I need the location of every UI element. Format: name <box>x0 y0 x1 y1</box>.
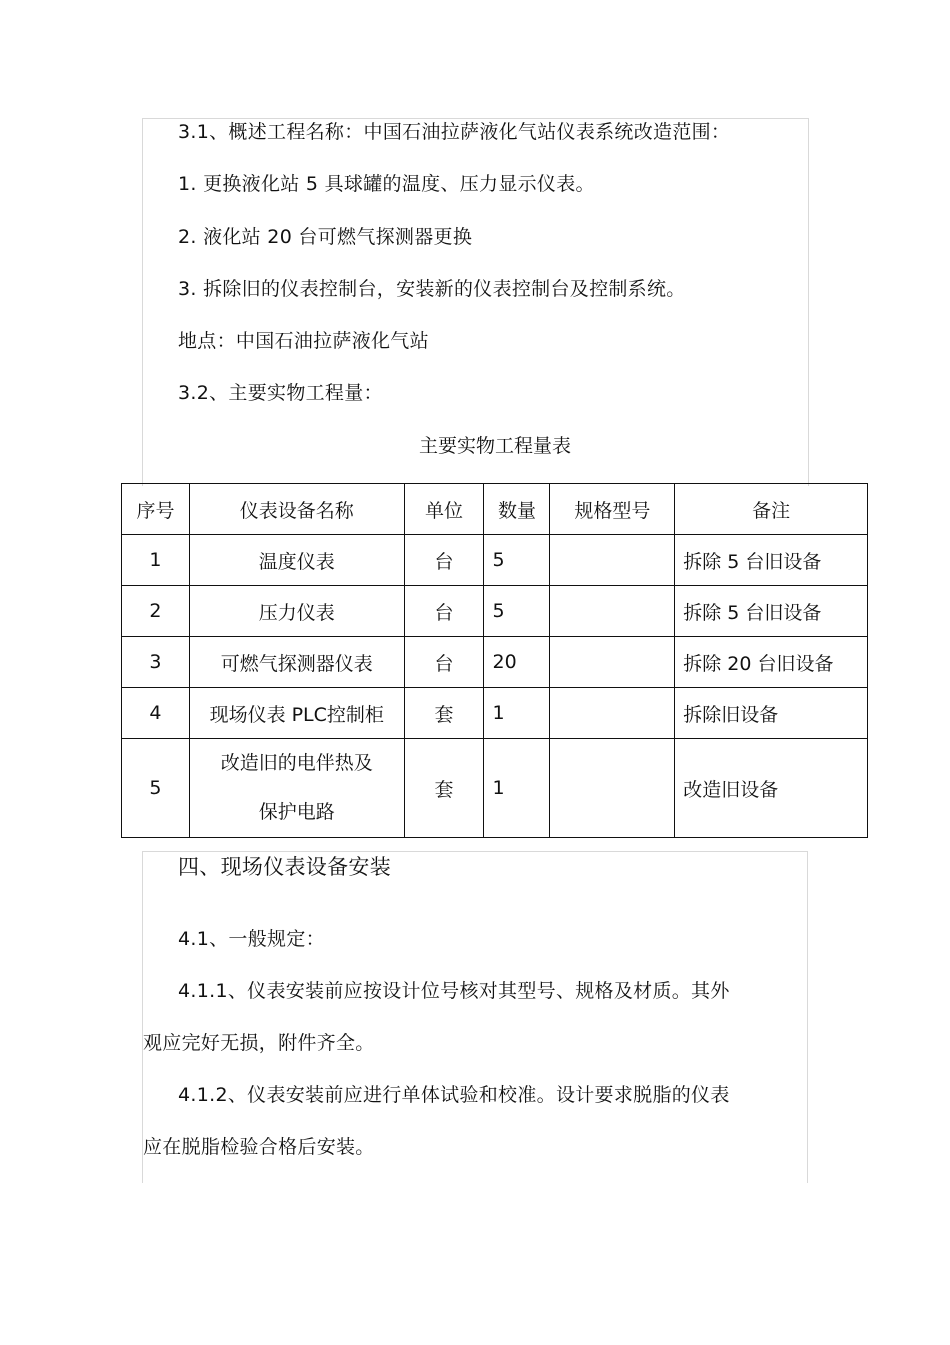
scope-item-1: 1. 更换液化站 5 具球罐的温度、压力显示仪表。 <box>178 173 595 195</box>
row-note: 改造旧设备 <box>675 739 868 838</box>
table-row <box>122 637 868 688</box>
scope-item-2: 2. 液化站 20 台可燃气探测器更换 <box>178 226 473 248</box>
header-spec: 规格型号 <box>550 484 675 535</box>
rule-4-1-1-line-2: 观应完好无损，附件齐全。 <box>143 1032 375 1054</box>
row-name: 可燃气探测器仪表 <box>189 637 404 688</box>
row-no: 2 <box>122 586 190 637</box>
row-name-line-1: 改造旧的电伴热及 <box>220 752 373 774</box>
header-unit: 单位 <box>404 484 484 535</box>
table-row <box>122 586 868 637</box>
row-name: 温度仪表 <box>189 535 404 586</box>
location-line: 地点：中国石油拉萨液化气站 <box>178 330 429 352</box>
row-qty: 20 <box>484 637 550 688</box>
row-unit: 台 <box>404 637 484 688</box>
row-name <box>189 739 404 838</box>
row-name: 现场仪表 PLC控制柜 <box>189 688 404 739</box>
row-spec <box>550 586 675 637</box>
row-unit: 套 <box>404 688 484 739</box>
scope-item-3: 3. 拆除旧的仪表控制台，安装新的仪表控制台及控制系统。 <box>178 278 686 300</box>
row-qty: 5 <box>484 586 550 637</box>
general-rules-heading: 4.1、一般规定： <box>178 928 325 950</box>
rule-4-1-2-line-1: 4.1.2、仪表安装前应进行单体试验和校准。设计要求脱脂的仪表 <box>178 1084 730 1106</box>
row-unit: 台 <box>404 535 484 586</box>
row-note: 拆除旧设备 <box>675 688 868 739</box>
row-name: 压力仪表 <box>189 586 404 637</box>
header-note: 备注 <box>675 484 868 535</box>
table-row <box>122 739 868 838</box>
row-note: 拆除 5 台旧设备 <box>675 535 868 586</box>
row-spec <box>550 688 675 739</box>
row-unit: 套 <box>404 739 484 838</box>
row-spec <box>550 637 675 688</box>
row-unit: 台 <box>404 586 484 637</box>
section-4-heading: 四、现场仪表设备安装 <box>178 855 391 879</box>
table-caption: 主要实物工程量表 <box>418 435 571 457</box>
table-row <box>122 688 868 739</box>
quantities-heading: 3.2、主要实物工程量： <box>178 382 383 404</box>
header-name: 仪表设备名称 <box>189 484 404 535</box>
rule-4-1-1-line-1: 4.1.1、仪表安装前应按设计位号核对其型号、规格及材质。其外 <box>178 980 730 1002</box>
row-spec <box>550 739 675 838</box>
row-no: 3 <box>122 637 190 688</box>
header-qty: 数量 <box>484 484 550 535</box>
row-qty: 1 <box>484 688 550 739</box>
header-no: 序号 <box>122 484 190 535</box>
rule-4-1-2-line-2: 应在脱脂检验合格后安装。 <box>143 1136 375 1158</box>
row-no: 5 <box>122 739 190 838</box>
row-qty: 1 <box>484 739 550 838</box>
quantities-table <box>121 483 868 838</box>
row-no: 1 <box>122 535 190 586</box>
row-qty: 5 <box>484 535 550 586</box>
row-note: 拆除 20 台旧设备 <box>675 637 868 688</box>
row-no: 4 <box>122 688 190 739</box>
table-row <box>122 535 868 586</box>
scope-heading: 3.1、概述工程名称：中国石油拉萨液化气站仪表系统改造范围： <box>178 121 731 143</box>
table-header-row <box>122 484 868 535</box>
row-name-line-2: 保护电路 <box>258 801 335 823</box>
row-spec <box>550 535 675 586</box>
row-note: 拆除 5 台旧设备 <box>675 586 868 637</box>
